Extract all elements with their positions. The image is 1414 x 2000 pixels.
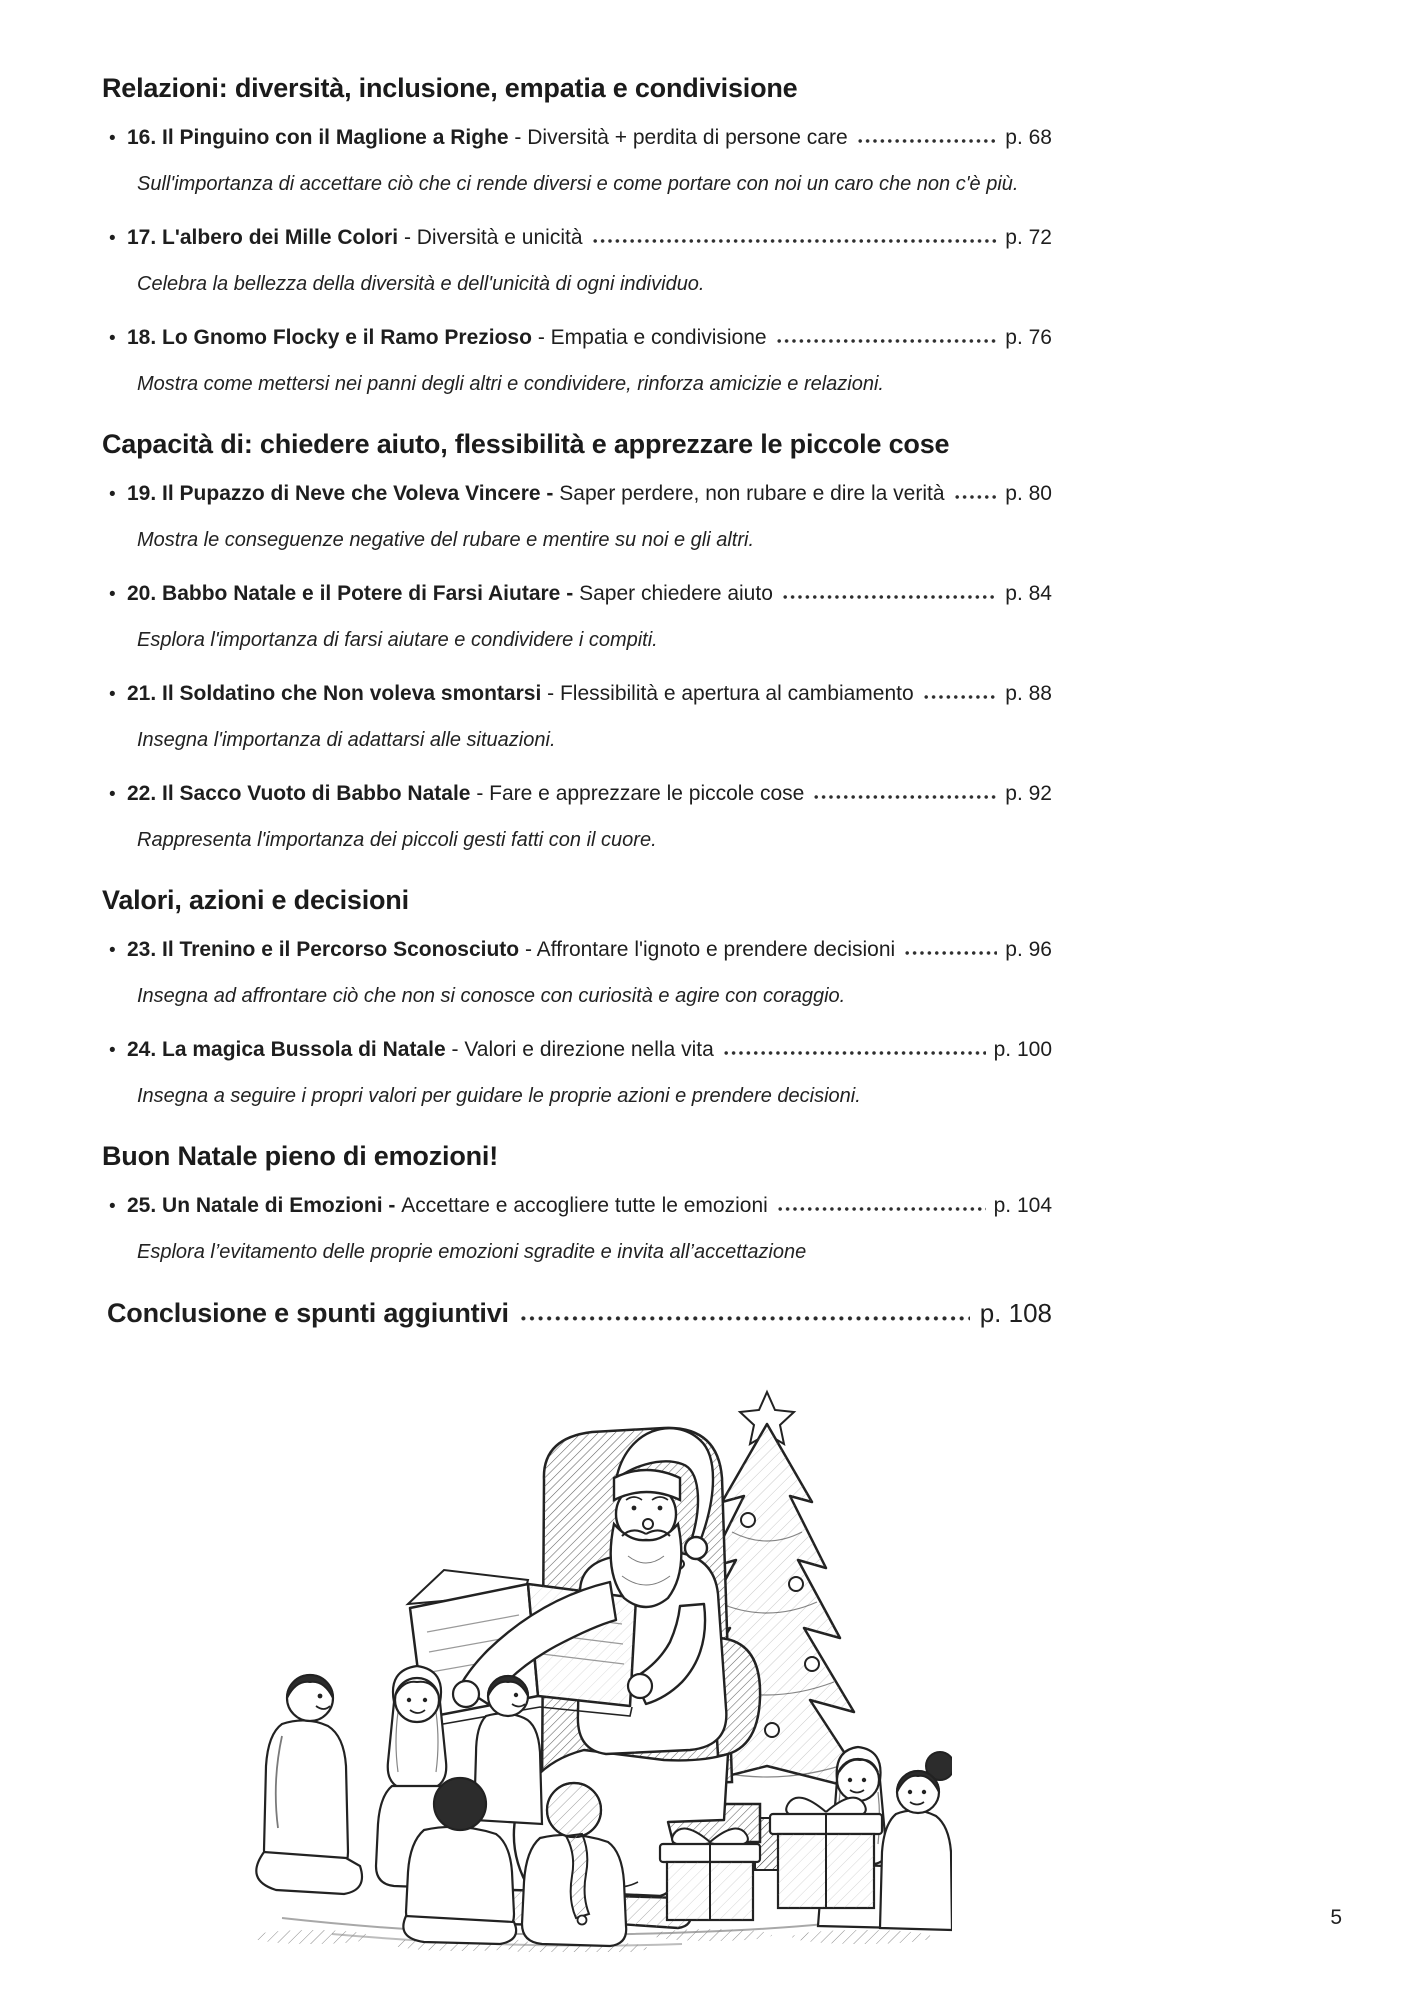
- entry-page: p. 80: [1005, 482, 1052, 505]
- entry-description: Mostra come mettersi nei panni degli altri e condividere, rinforza amicizie e relazioni.: [137, 373, 884, 395]
- entry-description: Celebra la bellezza della diversità e dell'unicità di ogni individuo.: [137, 273, 705, 295]
- bullet-icon: •: [109, 484, 116, 505]
- bullet-icon: •: [109, 128, 116, 149]
- entry-subtitle: - Flessibilità e apertura al cambiamento: [547, 682, 914, 705]
- bullet-icon: •: [109, 784, 116, 805]
- bullet-icon: •: [109, 328, 116, 349]
- entry-title: 19. Il Pupazzo di Neve che Voleva Vincere -: [127, 482, 554, 505]
- dot-leader: [814, 794, 997, 800]
- toc-entry-16[interactable]: [100, 126, 1052, 151]
- entry-page: p. 72: [1005, 226, 1052, 249]
- entry-description: Esplora l'importanza di farsi aiutare e condividere i compiti.: [137, 629, 658, 651]
- toc-entry-22[interactable]: [100, 782, 1052, 807]
- toc-entry-25[interactable]: [100, 1194, 1052, 1219]
- dot-leader: [778, 1206, 986, 1212]
- page-number: 5: [1330, 1906, 1342, 1929]
- dot-leader: [593, 238, 998, 244]
- entry-description: Mostra le conseguenze negative del rubare e mentire su noi e gli altri.: [137, 529, 755, 551]
- bullet-icon: •: [109, 228, 116, 249]
- entry-description: Insegna a seguire i propri valori per guidare le proprie azioni e prendere decisioni.: [137, 1085, 861, 1107]
- section-heading-buon-natale: Buon Natale pieno di emozioni!: [102, 1141, 499, 1171]
- entry-page: p. 88: [1005, 682, 1052, 705]
- entry-page: p. 92: [1005, 782, 1052, 805]
- dot-leader: [783, 594, 997, 600]
- entry-subtitle: Saper perdere, non rubare e dire la verità: [559, 482, 945, 505]
- entry-subtitle: - Empatia e condivisione: [537, 326, 767, 349]
- entry-description: Insegna ad affrontare ciò che non si conosce con curiosità e agire con coraggio.: [137, 985, 846, 1007]
- entry-subtitle: - Diversità + perdita di persone care: [514, 126, 848, 149]
- dot-leader: [777, 338, 998, 344]
- section-heading-valori: Valori, azioni e decisioni: [102, 885, 409, 915]
- dot-leader: [724, 1050, 986, 1056]
- conclusion-page: p. 108: [979, 1298, 1052, 1328]
- entry-title: 18. Lo Gnomo Flocky e il Ramo Prezioso: [127, 326, 532, 349]
- entry-subtitle: - Diversità e unicità: [403, 226, 583, 249]
- entry-page: p. 104: [993, 1194, 1052, 1217]
- entry-description: Esplora l’evitamento delle proprie emozioni sgradite e invita all’accettazione: [137, 1241, 807, 1263]
- toc-content: [100, 0, 1052, 1952]
- dot-leader: [955, 494, 998, 500]
- entry-title: 22. Il Sacco Vuoto di Babbo Natale: [127, 782, 471, 805]
- entry-page: p. 100: [993, 1038, 1052, 1061]
- entry-description: Insegna l'importanza di adattarsi alle situazioni.: [137, 729, 556, 751]
- toc-entry-18[interactable]: [100, 326, 1052, 351]
- entry-page: p. 76: [1005, 326, 1052, 349]
- entry-description: Sull'importanza di accettare ciò che ci rende diversi e come portare con noi un caro che non c'è più.: [137, 173, 1019, 195]
- toc-entry-20[interactable]: [100, 582, 1052, 607]
- toc-entry-21[interactable]: [100, 682, 1052, 707]
- entry-title: 25. Un Natale di Emozioni -: [127, 1194, 396, 1217]
- bullet-icon: •: [109, 1040, 116, 1061]
- entry-subtitle: Saper chiedere aiuto: [579, 582, 773, 605]
- entry-subtitle: Accettare e accogliere tutte le emozioni: [401, 1194, 768, 1217]
- entry-title: 24. La magica Bussola di Natale: [127, 1038, 446, 1061]
- entry-description: Rappresenta l'importanza dei piccoli gesti fatti con il cuore.: [137, 829, 657, 851]
- entry-page: p. 96: [1005, 938, 1052, 961]
- section-heading-relazioni: Relazioni: diversità, inclusione, empatia e condivisione: [102, 73, 798, 103]
- entry-page: p. 84: [1005, 582, 1052, 605]
- dot-leader: [905, 950, 997, 956]
- toc-entry-17[interactable]: [100, 226, 1052, 251]
- entry-subtitle: - Fare e apprezzare le piccole cose: [476, 782, 805, 805]
- entry-subtitle: - Affrontare l'ignoto e prendere decisioni: [524, 938, 896, 961]
- dot-leader: [858, 138, 998, 144]
- entry-title: 16. Il Pinguino con il Maglione a Righe: [127, 126, 509, 149]
- toc-entry-19[interactable]: [100, 482, 1052, 507]
- entry-page: p. 68: [1005, 126, 1052, 149]
- bullet-icon: •: [109, 940, 116, 961]
- dot-leader: [924, 694, 998, 700]
- bullet-icon: •: [109, 684, 116, 705]
- conclusion-label: Conclusione e spunti aggiuntivi: [107, 1298, 509, 1328]
- bullet-icon: •: [109, 1196, 116, 1217]
- entry-title: 21. Il Soldatino che Non voleva smontarsi: [127, 682, 542, 705]
- entry-title: 20. Babbo Natale e il Potere di Farsi Aiutare -: [127, 582, 574, 605]
- entry-title: 23. Il Trenino e il Percorso Sconosciuto: [127, 938, 520, 961]
- santa-reading-to-children-illustration: [212, 1352, 952, 1952]
- toc-entry-23[interactable]: [100, 938, 1052, 963]
- section-heading-capacita: Capacità di: chiedere aiuto, flessibilità e apprezzare le piccole cose: [102, 429, 950, 459]
- bullet-icon: •: [109, 584, 116, 605]
- entry-subtitle: - Valori e direzione nella vita: [451, 1038, 714, 1061]
- toc-entry-24[interactable]: [100, 1038, 1052, 1063]
- toc-entry-conclusione[interactable]: [100, 1294, 1052, 1332]
- entry-title: 17. L'albero dei Mille Colori: [127, 226, 399, 249]
- dot-leader: [521, 1315, 970, 1322]
